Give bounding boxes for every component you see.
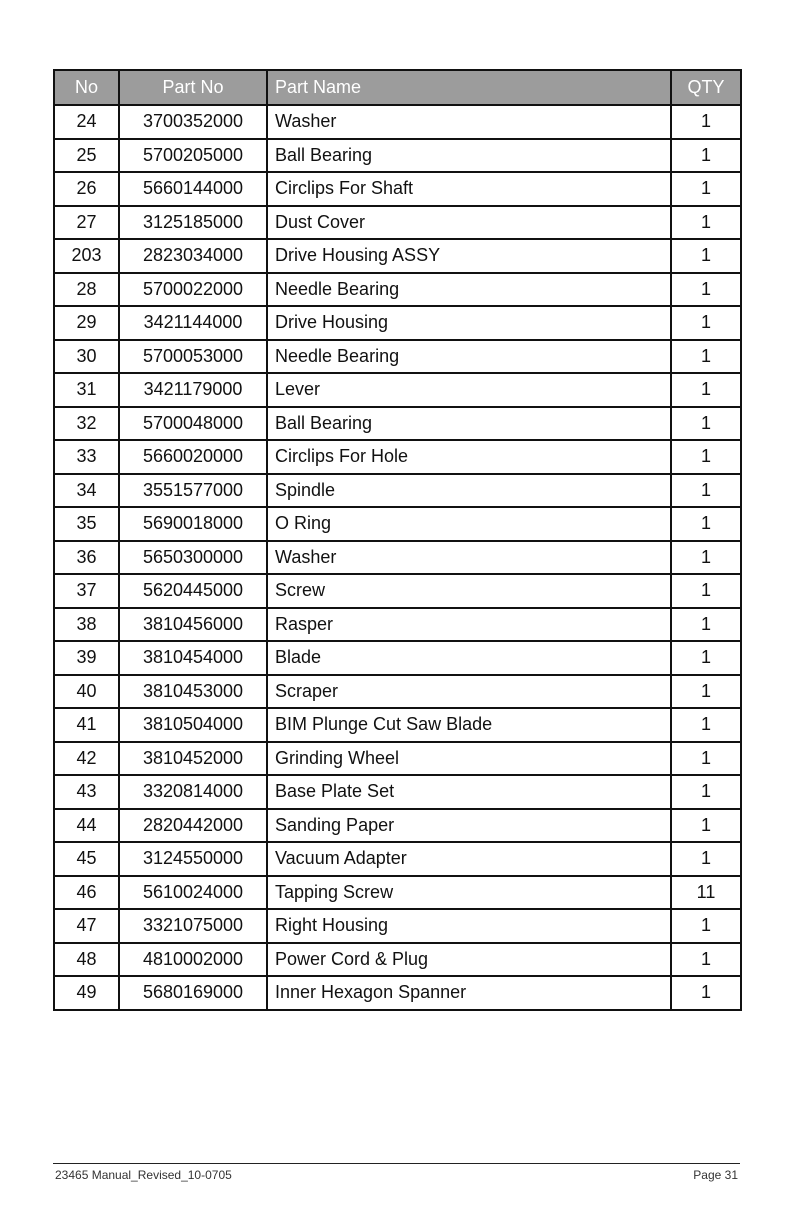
cell-part-name: Circlips For Shaft <box>267 172 671 206</box>
footer-rule <box>53 1163 740 1164</box>
table-row <box>54 708 741 742</box>
table-row <box>54 742 741 776</box>
table-row <box>54 976 741 1010</box>
cell-qty: 1 <box>671 507 741 541</box>
cell-part-name: Vacuum Adapter <box>267 842 671 876</box>
header-part-name: Part Name <box>267 70 671 105</box>
table-row <box>54 775 741 809</box>
header-part-no: Part No <box>119 70 267 105</box>
cell-part-name: Drive Housing <box>267 306 671 340</box>
cell-no: 41 <box>54 708 119 742</box>
header-no: No <box>54 70 119 105</box>
cell-no: 48 <box>54 943 119 977</box>
table-row <box>54 474 741 508</box>
cell-part-name: Spindle <box>267 474 671 508</box>
cell-part-no: 3810456000 <box>119 608 267 642</box>
cell-part-name: Ball Bearing <box>267 407 671 441</box>
cell-qty: 1 <box>671 541 741 575</box>
cell-part-no: 5650300000 <box>119 541 267 575</box>
cell-qty: 1 <box>671 675 741 709</box>
cell-part-no: 5660020000 <box>119 440 267 474</box>
cell-part-no: 3700352000 <box>119 105 267 139</box>
cell-part-no: 5620445000 <box>119 574 267 608</box>
cell-part-no: 3810454000 <box>119 641 267 675</box>
cell-part-no: 5660144000 <box>119 172 267 206</box>
cell-qty: 1 <box>671 440 741 474</box>
table-row <box>54 641 741 675</box>
table-row <box>54 440 741 474</box>
cell-qty: 1 <box>671 775 741 809</box>
cell-no: 46 <box>54 876 119 910</box>
cell-qty: 1 <box>671 172 741 206</box>
table-header-row <box>54 70 741 105</box>
table-row <box>54 105 741 139</box>
cell-no: 35 <box>54 507 119 541</box>
cell-part-name: Inner Hexagon Spanner <box>267 976 671 1010</box>
table-row <box>54 876 741 910</box>
cell-part-no: 3421179000 <box>119 373 267 407</box>
cell-no: 203 <box>54 239 119 273</box>
cell-no: 28 <box>54 273 119 307</box>
table-row <box>54 909 741 943</box>
cell-part-no: 3124550000 <box>119 842 267 876</box>
table-row <box>54 139 741 173</box>
table-row <box>54 206 741 240</box>
header-qty: QTY <box>671 70 741 105</box>
table-row <box>54 943 741 977</box>
cell-no: 43 <box>54 775 119 809</box>
cell-no: 31 <box>54 373 119 407</box>
cell-part-no: 2820442000 <box>119 809 267 843</box>
cell-part-no: 5700048000 <box>119 407 267 441</box>
table-row <box>54 507 741 541</box>
cell-part-name: Needle Bearing <box>267 340 671 374</box>
table-row <box>54 306 741 340</box>
cell-qty: 1 <box>671 273 741 307</box>
cell-no: 38 <box>54 608 119 642</box>
cell-part-no: 5700205000 <box>119 139 267 173</box>
cell-no: 37 <box>54 574 119 608</box>
cell-part-name: Circlips For Hole <box>267 440 671 474</box>
cell-part-no: 3321075000 <box>119 909 267 943</box>
cell-qty: 1 <box>671 842 741 876</box>
cell-part-name: Scraper <box>267 675 671 709</box>
cell-part-name: Sanding Paper <box>267 809 671 843</box>
cell-part-no: 4810002000 <box>119 943 267 977</box>
cell-part-no: 3810452000 <box>119 742 267 776</box>
cell-qty: 1 <box>671 809 741 843</box>
footer-document-name: 23465 Manual_Revised_10-0705 <box>55 1168 232 1182</box>
cell-qty: 1 <box>671 206 741 240</box>
cell-no: 39 <box>54 641 119 675</box>
cell-no: 32 <box>54 407 119 441</box>
cell-part-name: Dust Cover <box>267 206 671 240</box>
cell-part-no: 5700053000 <box>119 340 267 374</box>
cell-qty: 1 <box>671 139 741 173</box>
cell-qty: 1 <box>671 574 741 608</box>
footer-page-number: Page 31 <box>693 1168 738 1182</box>
cell-part-name: Screw <box>267 574 671 608</box>
table-row <box>54 608 741 642</box>
cell-qty: 1 <box>671 742 741 776</box>
cell-no: 27 <box>54 206 119 240</box>
cell-no: 29 <box>54 306 119 340</box>
cell-no: 42 <box>54 742 119 776</box>
cell-qty: 1 <box>671 407 741 441</box>
cell-qty: 1 <box>671 239 741 273</box>
table-row <box>54 340 741 374</box>
cell-part-name: Power Cord & Plug <box>267 943 671 977</box>
cell-part-no: 2823034000 <box>119 239 267 273</box>
cell-part-name: Right Housing <box>267 909 671 943</box>
cell-qty: 1 <box>671 608 741 642</box>
cell-qty: 1 <box>671 340 741 374</box>
cell-no: 25 <box>54 139 119 173</box>
cell-qty: 1 <box>671 976 741 1010</box>
cell-no: 33 <box>54 440 119 474</box>
cell-qty: 1 <box>671 641 741 675</box>
cell-qty: 1 <box>671 708 741 742</box>
cell-part-name: O Ring <box>267 507 671 541</box>
cell-part-name: Rasper <box>267 608 671 642</box>
cell-part-no: 3810453000 <box>119 675 267 709</box>
table-row <box>54 541 741 575</box>
table-row <box>54 574 741 608</box>
cell-qty: 1 <box>671 943 741 977</box>
table-row <box>54 373 741 407</box>
cell-part-name: Washer <box>267 105 671 139</box>
table-row <box>54 172 741 206</box>
cell-no: 40 <box>54 675 119 709</box>
cell-part-no: 3320814000 <box>119 775 267 809</box>
cell-no: 47 <box>54 909 119 943</box>
cell-no: 34 <box>54 474 119 508</box>
cell-part-no: 5610024000 <box>119 876 267 910</box>
cell-no: 26 <box>54 172 119 206</box>
cell-part-no: 5680169000 <box>119 976 267 1010</box>
cell-part-no: 5690018000 <box>119 507 267 541</box>
cell-part-name: Ball Bearing <box>267 139 671 173</box>
table-row <box>54 842 741 876</box>
cell-no: 36 <box>54 541 119 575</box>
cell-part-no: 3125185000 <box>119 206 267 240</box>
cell-qty: 1 <box>671 373 741 407</box>
cell-part-no: 3421144000 <box>119 306 267 340</box>
cell-part-name: Needle Bearing <box>267 273 671 307</box>
cell-part-no: 3551577000 <box>119 474 267 508</box>
cell-part-name: Base Plate Set <box>267 775 671 809</box>
cell-qty: 1 <box>671 909 741 943</box>
cell-part-name: Drive Housing ASSY <box>267 239 671 273</box>
table-row <box>54 239 741 273</box>
cell-part-name: Grinding Wheel <box>267 742 671 776</box>
cell-no: 24 <box>54 105 119 139</box>
cell-no: 45 <box>54 842 119 876</box>
cell-qty: 1 <box>671 474 741 508</box>
parts-table-body <box>54 105 741 1010</box>
table-row <box>54 407 741 441</box>
cell-part-name: Lever <box>267 373 671 407</box>
cell-qty: 1 <box>671 105 741 139</box>
cell-part-name: Washer <box>267 541 671 575</box>
cell-part-name: Blade <box>267 641 671 675</box>
cell-qty: 11 <box>671 876 741 910</box>
cell-qty: 1 <box>671 306 741 340</box>
parts-table <box>53 69 742 1011</box>
cell-no: 44 <box>54 809 119 843</box>
cell-part-no: 5700022000 <box>119 273 267 307</box>
cell-part-no: 3810504000 <box>119 708 267 742</box>
table-row <box>54 273 741 307</box>
cell-no: 30 <box>54 340 119 374</box>
table-row <box>54 809 741 843</box>
cell-part-name: BIM Plunge Cut Saw Blade <box>267 708 671 742</box>
cell-part-name: Tapping Screw <box>267 876 671 910</box>
table-row <box>54 675 741 709</box>
cell-no: 49 <box>54 976 119 1010</box>
